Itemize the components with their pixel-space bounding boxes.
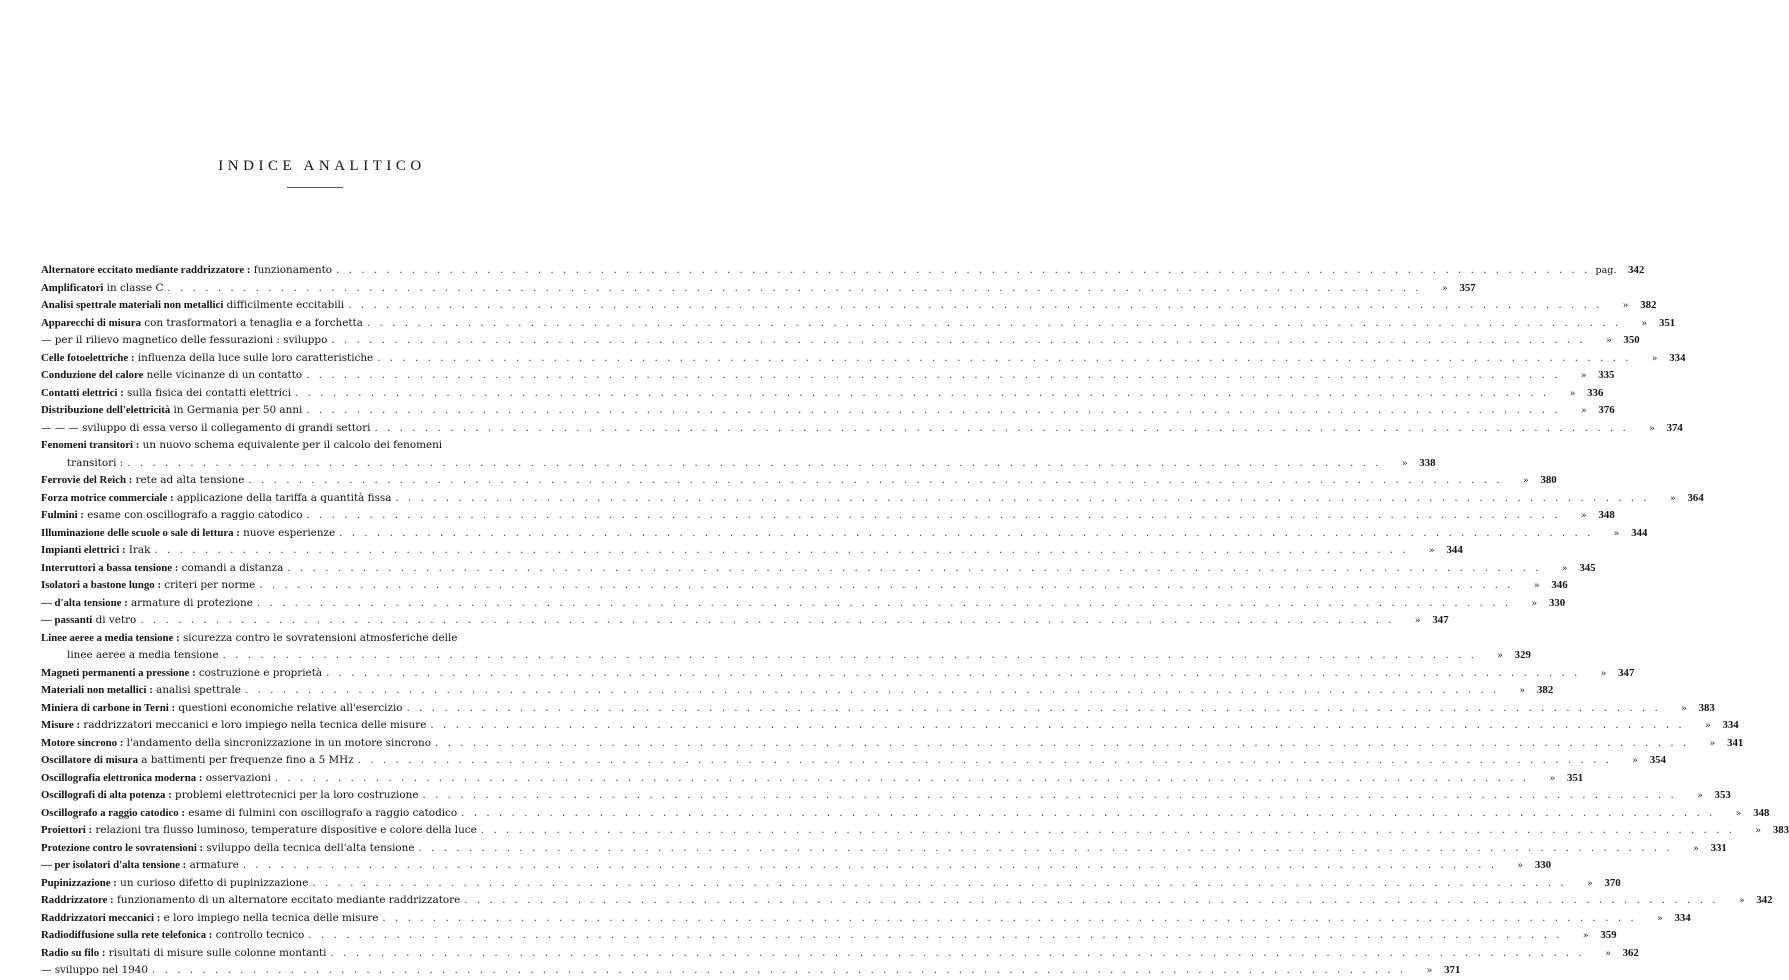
page-number: 382 [1640, 299, 1657, 311]
entry-text [41, 770, 271, 788]
entry-keyword: Radio su filo : [41, 946, 106, 959]
entry-text [41, 752, 354, 770]
entry-description: rete ad alta tensione [132, 474, 245, 486]
entry-text [41, 840, 415, 858]
entry-text [41, 630, 457, 648]
page-number: 354 [1649, 754, 1666, 766]
page-number: 348 [1753, 806, 1770, 819]
page-marker: » [1522, 475, 1529, 486]
dot-leader [335, 525, 1593, 543]
index-entry [41, 682, 1554, 700]
index-entry [41, 490, 1704, 508]
entry-keyword: Illuminazione delle scuole o sale di lettura : [41, 526, 240, 539]
entry-keyword: Materiali non metallici : [41, 684, 153, 696]
page-number: 331 [1710, 841, 1727, 854]
page-number: 341 [1727, 736, 1744, 749]
entry-description: Irak [125, 544, 151, 556]
dot-leader [148, 962, 1406, 980]
page-number: 335 [1598, 369, 1615, 381]
entry-keyword: Misure : [41, 719, 81, 731]
page-marker: » [1582, 930, 1589, 941]
dot-leader [327, 332, 1585, 350]
index-entry [41, 507, 1615, 525]
entry-description: risultati di misure sulle colonne montanti [105, 946, 327, 959]
page-number: 334 [1722, 719, 1739, 731]
entry-keyword: Analisi spettrale materiali non metallici [41, 299, 224, 311]
dot-leader [363, 315, 1621, 333]
entry-text [41, 402, 302, 420]
entry-text [41, 560, 283, 578]
entry-keyword: Protezione contro le sovratensioni : [41, 841, 204, 854]
page-number: 344 [1631, 526, 1648, 539]
entry-description: di vetro [92, 614, 137, 626]
entry-text [41, 367, 302, 385]
index-entry [41, 542, 1463, 560]
index-entry [41, 595, 1566, 613]
entry-keyword: — passanti [41, 614, 93, 626]
dot-leader [283, 560, 1541, 578]
entry-text [41, 665, 322, 683]
entry-description: applicazione della tariffa a quantità fissa [173, 491, 392, 504]
entry-description: sicurezza contro le sovratensioni atmosferiche delle [179, 631, 458, 644]
page-marker: » [1656, 912, 1663, 924]
entry-text [41, 577, 255, 595]
index-entry [41, 822, 1789, 840]
index-entry [41, 612, 1449, 630]
index-entry [41, 315, 1676, 333]
index-entry [41, 770, 1584, 788]
entry-keyword: Contatti elettrici : [41, 386, 124, 399]
entry-description: transitori : [67, 456, 124, 469]
page-number: 334 [1669, 351, 1686, 364]
index-entry [41, 805, 1770, 823]
entry-keyword: Isolatori a bastone lungo : [41, 579, 161, 591]
entry-description: un nuovo schema equivalente per il calcolo dei fenomeni [139, 439, 443, 451]
entry-keyword: Ferrovie del Reich : [41, 474, 133, 486]
page-number: 338 [1419, 456, 1436, 469]
entry-text [41, 682, 241, 700]
entry-description: funzionamento [250, 264, 333, 276]
page-marker: » [1641, 317, 1648, 329]
page-marker: » [1704, 720, 1711, 731]
index-entry [41, 962, 1461, 980]
entry-description: e loro impiego nella tecnica delle misure [160, 911, 379, 924]
page-number: 342 [1628, 264, 1645, 276]
page-marker: » [1681, 702, 1687, 714]
page-number: 370 [1604, 876, 1621, 889]
page-marker: » [1735, 807, 1742, 819]
dot-leader [163, 280, 1421, 298]
page-number: 351 [1658, 316, 1676, 329]
dot-leader [322, 665, 1580, 683]
page-number: 345 [1579, 561, 1596, 574]
dot-leader [391, 490, 1649, 508]
page-marker: » [1605, 335, 1612, 346]
page-number: 347 [1618, 666, 1635, 679]
index-entry-continuation [41, 647, 1531, 665]
index-entry [41, 332, 1640, 350]
entry-description: difficilmente eccitabili [223, 299, 345, 311]
dot-leader [308, 875, 1566, 893]
page-marker: » [1569, 387, 1576, 399]
index-entry [41, 560, 1596, 578]
entry-description: controllo tecnico [212, 929, 305, 941]
dot-leader [244, 472, 1502, 490]
page-marker: » [1561, 562, 1568, 574]
entry-description: raddrizzatori meccanici e loro impiego nella tecnica delle misure [80, 719, 427, 731]
entry-text [41, 805, 457, 823]
entry-text [41, 875, 308, 893]
page-marker: » [1709, 737, 1716, 749]
dot-leader [326, 945, 1584, 963]
entry-text [41, 315, 363, 333]
dot-leader [403, 700, 1661, 718]
entry-keyword: Apparecchi di misura [41, 316, 141, 329]
index-entry [41, 910, 1691, 928]
entry-description: analisi spettrale [152, 684, 241, 696]
dot-leader [302, 507, 1560, 525]
entry-description: — — — sviluppo di essa verso il collegamento di grandi settori [41, 421, 371, 434]
page-number: 357 [1459, 281, 1476, 294]
entry-keyword: Conduzione del calore [41, 369, 144, 381]
entry-text [41, 787, 418, 805]
page-number: 353 [1714, 789, 1731, 801]
index-list [41, 262, 1789, 980]
entry-description: armature [186, 859, 239, 871]
page-number: 383 [1772, 824, 1789, 836]
entry-description: — sviluppo nel 1940 [41, 964, 149, 976]
page-number: 329 [1514, 649, 1531, 661]
entry-description: nelle vicinanze di un contatto [143, 369, 303, 381]
index-entry [41, 927, 1617, 945]
entry-text [41, 262, 332, 280]
dot-leader [253, 595, 1511, 613]
index-entry [41, 735, 1744, 753]
entry-description: influenza della luce sulle loro caratteristiche [134, 351, 374, 364]
page-marker: » [1580, 510, 1587, 521]
entry-description: esame di fulmini con oscillografo a raggio catodico [184, 806, 458, 819]
entry-keyword: Raddrizzatori meccanici : [41, 911, 161, 924]
dot-leader [255, 577, 1513, 595]
page-marker: » [1519, 685, 1526, 696]
dot-leader [457, 805, 1715, 823]
page-marker: » [1426, 965, 1433, 976]
dot-leader [239, 857, 1497, 875]
entry-keyword: Impianti elettrici : [41, 544, 126, 556]
index-entry [41, 665, 1635, 683]
index-entry [41, 875, 1621, 893]
entry-keyword: Raddrizzatore : [41, 894, 114, 906]
entry-description: esame con oscillografo a raggio catodico [83, 509, 303, 521]
index-entry [41, 350, 1686, 368]
index-entry [41, 525, 1648, 543]
entry-text [41, 735, 431, 753]
entry-text [41, 595, 253, 613]
entry-keyword: Interruttori a bassa tensione : [41, 561, 179, 574]
entry-text [41, 717, 426, 735]
page-number: 362 [1622, 946, 1639, 959]
index-entry [41, 420, 1683, 438]
page-number: 374 [1666, 421, 1683, 434]
page-number: 383 [1698, 701, 1715, 714]
entry-description: relazioni tra flusso luminoso, temperature dispositive e colore della luce [92, 824, 477, 836]
entry-keyword: Proiettori : [41, 824, 93, 836]
page-number: 371 [1444, 964, 1461, 976]
entry-description: — per il rilievo magnetico delle fessurazioni : sviluppo [41, 334, 328, 346]
page-marker: » [1651, 352, 1658, 364]
page-number: 342 [1756, 894, 1773, 906]
entry-keyword: Oscillatore di misura [41, 754, 138, 766]
page-number: 380 [1540, 474, 1557, 486]
dot-leader [418, 787, 1676, 805]
entry-text [41, 945, 326, 963]
entry-keyword: Fulmini : [41, 509, 84, 521]
dot-leader [302, 402, 1560, 420]
page-marker: » [1613, 527, 1620, 539]
page-marker: » [1755, 825, 1762, 836]
entry-keyword: — d'alta tensione : [41, 596, 128, 609]
page-number: 336 [1587, 386, 1604, 399]
page-marker: » [1531, 597, 1538, 609]
entry-keyword: Miniera di carbone in Terni : [41, 701, 176, 714]
dot-leader [304, 927, 1562, 945]
entry-text [41, 525, 335, 543]
entry-description: in classe C [103, 281, 164, 294]
dot-leader [123, 455, 1381, 473]
index-entry [41, 857, 1552, 875]
page-marker: » [1648, 422, 1655, 434]
dot-leader [370, 420, 1628, 438]
page-marker: » [1441, 282, 1448, 294]
index-entry [41, 892, 1773, 910]
entry-keyword: Motore sincrono : [41, 736, 124, 749]
entry-text [41, 612, 136, 630]
entry-keyword: Amplificatori [41, 281, 104, 294]
page-marker: » [1428, 545, 1435, 556]
entry-keyword: Fenomeni transitori : [41, 439, 140, 451]
page-marker: » [1533, 580, 1540, 591]
page-marker: » [1669, 492, 1676, 504]
entry-text [41, 385, 291, 403]
dot-leader [426, 717, 1684, 735]
dot-leader [378, 910, 1636, 928]
page-marker: » [1600, 667, 1607, 679]
dot-leader [431, 735, 1689, 753]
dot-leader [271, 770, 1529, 788]
index-entry [41, 472, 1557, 490]
index-entry [41, 280, 1476, 298]
page-marker: » [1517, 860, 1524, 871]
page-number: 351 [1566, 771, 1584, 784]
dot-leader [332, 262, 1590, 280]
page-marker: » [1692, 842, 1699, 854]
entry-description: armature di protezione [127, 596, 253, 609]
entry-text [41, 332, 327, 350]
page-number: 376 [1598, 404, 1615, 416]
entry-text [41, 910, 378, 928]
page-number: 382 [1537, 684, 1554, 696]
index-entry [41, 717, 1739, 735]
entry-text [41, 647, 219, 665]
page-marker: » [1586, 877, 1593, 889]
entry-description: problemi elettrotecnici per la loro costruzione [171, 789, 419, 801]
dot-leader [415, 840, 1673, 858]
page-marker: » [1497, 650, 1503, 661]
page-number: 346 [1551, 579, 1568, 591]
entry-keyword: Celle fotoelettriche : [41, 351, 135, 364]
dot-leader [460, 892, 1718, 910]
index-entry [41, 385, 1604, 403]
entry-text [41, 822, 477, 840]
entry-description: costruzione e proprietà [195, 666, 323, 679]
entry-description: comandi a distanza [178, 561, 284, 574]
entry-text [41, 350, 373, 368]
index-entry [41, 402, 1615, 420]
entry-description: un curioso difetto di pupinizzazione [116, 876, 309, 889]
entry-description: criteri per norme [160, 579, 256, 591]
page-number: 364 [1687, 491, 1704, 504]
dot-leader [136, 612, 1394, 630]
entry-keyword: Oscillografo a raggio catodico : [41, 806, 185, 819]
index-entry [41, 367, 1615, 385]
page-marker: » [1632, 755, 1638, 766]
dot-leader [219, 647, 1477, 665]
entry-keyword: Pupinizzazione : [41, 876, 117, 889]
entry-keyword: Forza motrice commerciale : [41, 491, 174, 504]
index-entry [41, 297, 1657, 315]
entry-text [41, 857, 239, 875]
index-entry [41, 752, 1666, 770]
page-marker: pag. [1595, 265, 1617, 276]
page-number: 359 [1600, 929, 1617, 941]
entry-text [41, 700, 403, 718]
index-entry [41, 577, 1568, 595]
entry-keyword: Oscillografia elettronica moderna : [41, 771, 203, 784]
index-entry [41, 840, 1727, 858]
index-entry [41, 787, 1731, 805]
page-number: 348 [1598, 509, 1615, 521]
entry-description: nuove esperienze [239, 526, 336, 539]
index-entry [41, 437, 596, 455]
dot-leader [354, 752, 1612, 770]
index-entry-continuation [41, 455, 1436, 473]
index-entry [41, 262, 1645, 280]
title-divider [287, 187, 343, 188]
page-number: 344 [1446, 544, 1463, 556]
entry-description: con trasformatori a tenaglia e a forchetta [140, 316, 363, 329]
page-marker: » [1401, 457, 1408, 469]
dot-leader [291, 385, 1549, 403]
entry-keyword: Radiodiffusione sulla rete telefonica : [41, 929, 213, 941]
entry-keyword: Oscillografi di alta potenza : [41, 789, 172, 801]
dot-leader [302, 367, 1560, 385]
entry-description: sviluppo della tecnica dell'alta tensione [203, 841, 415, 854]
entry-keyword: Linee aeree a media tensione : [41, 631, 180, 644]
page-marker: » [1604, 947, 1611, 959]
entry-text [41, 420, 370, 438]
entry-keyword: Magneti permanenti a pressione : [41, 666, 196, 679]
entry-text [41, 472, 244, 490]
page-marker: » [1414, 615, 1421, 626]
entry-text [41, 437, 442, 455]
entry-description: osservazioni [202, 771, 271, 784]
page-marker: » [1549, 772, 1556, 784]
entry-description: questioni economiche relative all'esercizio [175, 701, 403, 714]
page-number: 334 [1674, 911, 1691, 924]
page-number: 330 [1534, 859, 1552, 871]
dot-leader [477, 822, 1735, 840]
dot-leader [344, 297, 1602, 315]
dot-leader [241, 682, 1499, 700]
entry-text [41, 280, 163, 298]
entry-description: funzionamento di un alternatore eccitato mediante raddrizzatore [113, 894, 461, 906]
entry-keyword: Alternatore eccitato mediante raddrizzatore : [41, 264, 251, 276]
entry-description: in Germania per 50 anni [170, 404, 303, 416]
page-marker: » [1738, 895, 1745, 906]
entry-keyword: — per isolatori d'alta tensione : [41, 859, 187, 871]
page-marker: » [1622, 300, 1629, 311]
entry-description: sulla fisica dei contatti elettrici [123, 386, 292, 399]
page-marker: » [1580, 405, 1587, 416]
entry-text [41, 892, 460, 910]
entry-description: l'andamento della sincronizzazione in un motore sincrono [123, 736, 432, 749]
entry-description: linee aeree a media tensione [67, 649, 219, 661]
entry-text [41, 927, 304, 945]
entry-text [41, 507, 302, 525]
dot-leader [150, 542, 1408, 560]
entry-text [41, 542, 150, 560]
entry-text [41, 297, 344, 315]
page-number: 330 [1548, 596, 1566, 609]
page-marker: » [1580, 370, 1587, 381]
page-marker: » [1696, 790, 1703, 801]
page-number: 347 [1432, 614, 1449, 626]
page-title: INDICE ANALITICO [218, 158, 426, 174]
dot-leader [373, 350, 1631, 368]
page-number: 350 [1623, 334, 1640, 346]
entry-text [41, 455, 123, 473]
entry-keyword: Distribuzione dell'elettricità [41, 404, 171, 416]
index-entry [41, 945, 1639, 963]
index-entry [41, 630, 596, 648]
entry-text [41, 490, 391, 508]
index-entry [41, 700, 1715, 718]
entry-description: a battimenti per frequenze fino a 5 MHz [137, 754, 354, 766]
entry-text [41, 962, 148, 980]
